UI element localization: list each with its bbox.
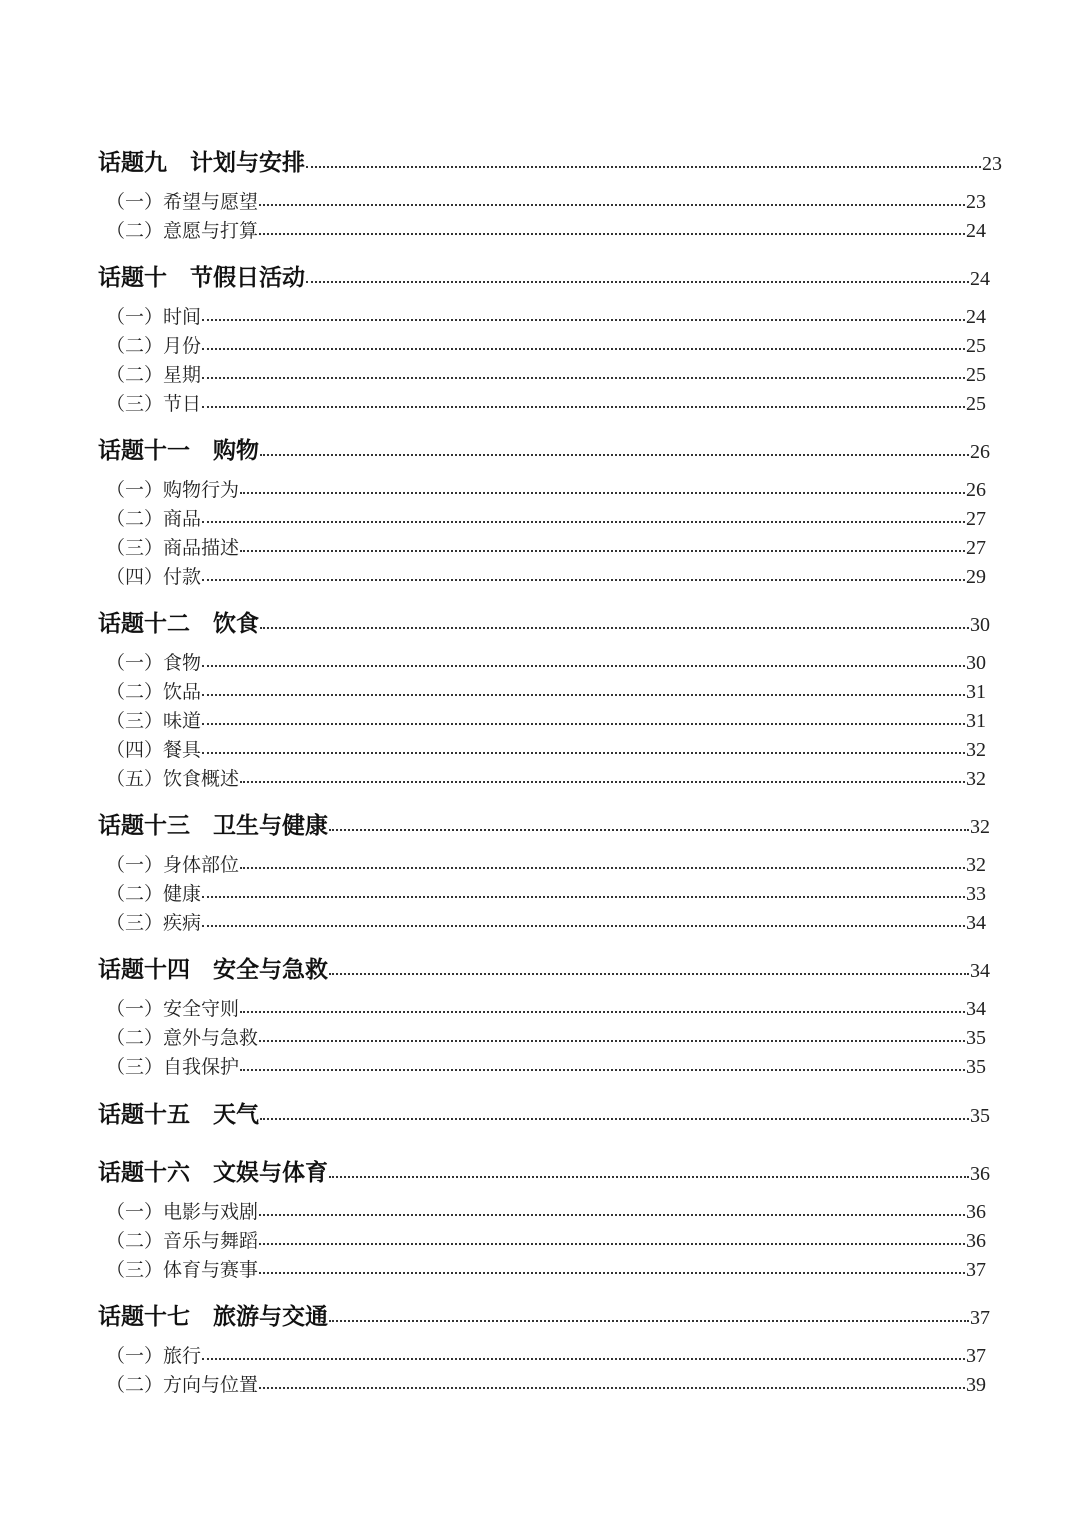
dot-leader: [240, 492, 965, 494]
toc-subtopic-row[interactable]: [106, 389, 986, 416]
toc-entry-title: （三）自我保护: [106, 1056, 240, 1078]
toc-entry-title: （一）希望与愿望: [106, 191, 259, 213]
dot-leader: [260, 627, 969, 629]
dot-leader: [329, 973, 969, 975]
toc-page-number: 30: [966, 652, 986, 674]
toc-entry-title: （一）安全守则: [106, 998, 240, 1020]
toc-entry-title: （四）餐具: [106, 739, 202, 761]
dot-leader: [202, 665, 965, 667]
toc-page-number: 23: [966, 191, 986, 213]
toc-subtopic-row[interactable]: [106, 533, 986, 560]
dot-leader: [329, 1176, 969, 1178]
toc-page-number: 34: [966, 998, 986, 1020]
dot-leader: [202, 377, 965, 379]
dot-leader: [202, 348, 965, 350]
toc-subtopic-row[interactable]: [106, 648, 986, 675]
toc-page-number: 37: [970, 1307, 990, 1329]
dot-leader: [306, 166, 981, 168]
toc-entry-title: （一）购物行为: [106, 479, 240, 501]
toc-page-number: 31: [966, 710, 986, 732]
toc-entry-title: （二）方向与位置: [106, 1374, 259, 1396]
toc-entry-title: 话题十一 购物: [98, 438, 259, 464]
dot-leader: [202, 579, 965, 581]
toc-entry-title: 话题十六 文娱与体育: [98, 1160, 328, 1186]
toc-topic-row[interactable]: [98, 951, 990, 984]
toc-subtopic-row[interactable]: [106, 1023, 986, 1050]
dot-leader: [202, 752, 965, 754]
toc-entry-title: （二）意愿与打算: [106, 220, 259, 242]
toc-subtopic-row[interactable]: [106, 187, 986, 214]
toc-subtopic-row[interactable]: [106, 706, 986, 733]
toc-entry-title: （二）商品: [106, 508, 202, 530]
dot-leader: [202, 1358, 965, 1360]
dot-leader: [260, 1118, 969, 1120]
toc-page-number: 36: [970, 1163, 990, 1185]
toc-topic-row[interactable]: [98, 1096, 990, 1129]
toc-subtopic-row[interactable]: [106, 216, 986, 243]
toc-subtopic-row[interactable]: [106, 475, 986, 502]
dot-leader: [202, 896, 965, 898]
toc-topic-row[interactable]: [98, 605, 990, 638]
toc-page-number: 39: [966, 1374, 986, 1396]
toc-page-number: 36: [966, 1201, 986, 1223]
toc-entry-title: 话题十五 天气: [98, 1102, 259, 1128]
toc-page-number: 23: [982, 153, 1002, 175]
toc-entry-title: （一）食物: [106, 652, 202, 674]
dot-leader: [259, 1243, 965, 1245]
toc-subtopic-row[interactable]: [106, 879, 986, 906]
toc-page-number: 34: [970, 960, 990, 982]
toc-page-number: 26: [970, 441, 990, 463]
dot-leader: [240, 1011, 965, 1013]
toc-entry-title: （三）商品描述: [106, 537, 240, 559]
toc-entry-title: 话题十四 安全与急救: [98, 957, 328, 983]
toc-entry-title: （二）星期: [106, 364, 202, 386]
toc-page-number: 27: [966, 508, 986, 530]
toc-page-number: 25: [966, 393, 986, 415]
dot-leader: [259, 1040, 965, 1042]
toc-page-number: 27: [966, 537, 986, 559]
toc-page-number: 36: [966, 1230, 986, 1252]
toc-entry-title: 话题九 计划与安排: [98, 150, 305, 176]
dot-leader: [202, 723, 965, 725]
toc-entry-title: （二）音乐与舞蹈: [106, 1230, 259, 1252]
dot-leader: [259, 233, 965, 235]
dot-leader: [202, 694, 965, 696]
toc-subtopic-row[interactable]: [106, 764, 986, 791]
toc-entry-title: 话题十三 卫生与健康: [98, 813, 328, 839]
toc-subtopic-row[interactable]: [106, 1226, 986, 1253]
toc-subtopic-row[interactable]: [106, 1341, 986, 1368]
toc-entry-title: （一）旅行: [106, 1345, 202, 1367]
dot-leader: [260, 454, 969, 456]
dot-leader: [202, 521, 965, 523]
toc-topic-row[interactable]: [98, 432, 990, 465]
dot-leader: [202, 925, 965, 927]
toc-page-number: 37: [966, 1259, 986, 1281]
toc-subtopic-row[interactable]: [106, 850, 986, 877]
toc-topic-row[interactable]: [98, 807, 990, 840]
toc-subtopic-row[interactable]: [106, 562, 986, 589]
toc-topic-row[interactable]: [98, 259, 990, 292]
toc-topic-row[interactable]: [98, 144, 1002, 177]
toc-entry-title: 话题十七 旅游与交通: [98, 1304, 328, 1330]
toc-subtopic-row[interactable]: [106, 360, 986, 387]
toc-page-number: 25: [966, 335, 986, 357]
toc-subtopic-row[interactable]: [106, 735, 986, 762]
dot-leader: [240, 550, 965, 552]
toc-page-number: 24: [966, 220, 986, 242]
toc-entry-title: （五）饮食概述: [106, 768, 240, 790]
toc-subtopic-row[interactable]: [106, 908, 986, 935]
dot-leader: [259, 1272, 965, 1274]
toc-entry-title: （一）时间: [106, 306, 202, 328]
toc-page-number: 34: [966, 912, 986, 934]
dot-leader: [240, 867, 965, 869]
toc-subtopic-row[interactable]: [106, 1197, 986, 1224]
toc-page-number: 25: [966, 364, 986, 386]
toc-page-number: 29: [966, 566, 986, 588]
dot-leader: [329, 1320, 969, 1322]
toc-subtopic-row[interactable]: [106, 302, 986, 329]
toc-entry-title: （三）味道: [106, 710, 202, 732]
toc-entry-title: （一）身体部位: [106, 854, 240, 876]
dot-leader: [306, 281, 969, 283]
toc-topic-row[interactable]: [98, 1154, 990, 1187]
toc-entry-title: 话题十二 饮食: [98, 611, 259, 637]
toc-page-number: 32: [966, 739, 986, 761]
toc-subtopic-row[interactable]: [106, 331, 986, 358]
toc-subtopic-row[interactable]: [106, 994, 986, 1021]
toc-page-number: 26: [966, 479, 986, 501]
dot-leader: [259, 1387, 965, 1389]
toc-page-number: 24: [966, 306, 986, 328]
toc-page-number: 37: [966, 1345, 986, 1367]
toc-page-number: 32: [966, 854, 986, 876]
toc-subtopic-row[interactable]: [106, 1255, 986, 1282]
dot-leader: [202, 319, 965, 321]
dot-leader: [259, 204, 965, 206]
toc-page-number: 33: [966, 883, 986, 905]
toc-page-number: 24: [970, 268, 990, 290]
toc-entry-title: （三）体育与赛事: [106, 1259, 259, 1281]
toc-page-number: 32: [966, 768, 986, 790]
toc-subtopic-row[interactable]: [106, 504, 986, 531]
toc-page-number: 31: [966, 681, 986, 703]
toc-entry-title: （二）饮品: [106, 681, 202, 703]
toc-subtopic-row[interactable]: [106, 1370, 986, 1397]
toc-subtopic-row[interactable]: [106, 677, 986, 704]
toc-entry-title: （二）健康: [106, 883, 202, 905]
toc-page-number: 30: [970, 614, 990, 636]
toc-entry-title: （二）月份: [106, 335, 202, 357]
dot-leader: [240, 1069, 965, 1071]
toc-entry-title: （四）付款: [106, 566, 202, 588]
dot-leader: [329, 829, 969, 831]
toc-entry-title: （二）意外与急救: [106, 1027, 259, 1049]
toc-entry-title: （三）节日: [106, 393, 202, 415]
toc-subtopic-row[interactable]: [106, 1052, 986, 1079]
dot-leader: [202, 406, 965, 408]
toc-page-number: 35: [966, 1027, 986, 1049]
dot-leader: [259, 1214, 965, 1216]
toc-entry-title: （三）疾病: [106, 912, 202, 934]
toc-page-number: 32: [970, 816, 990, 838]
toc-page-number: 35: [970, 1105, 990, 1127]
toc-entry-title: 话题十 节假日活动: [98, 265, 305, 291]
toc-topic-row[interactable]: [98, 1298, 990, 1331]
toc-entry-title: （一）电影与戏剧: [106, 1201, 259, 1223]
dot-leader: [240, 781, 965, 783]
toc-page-number: 35: [966, 1056, 986, 1078]
